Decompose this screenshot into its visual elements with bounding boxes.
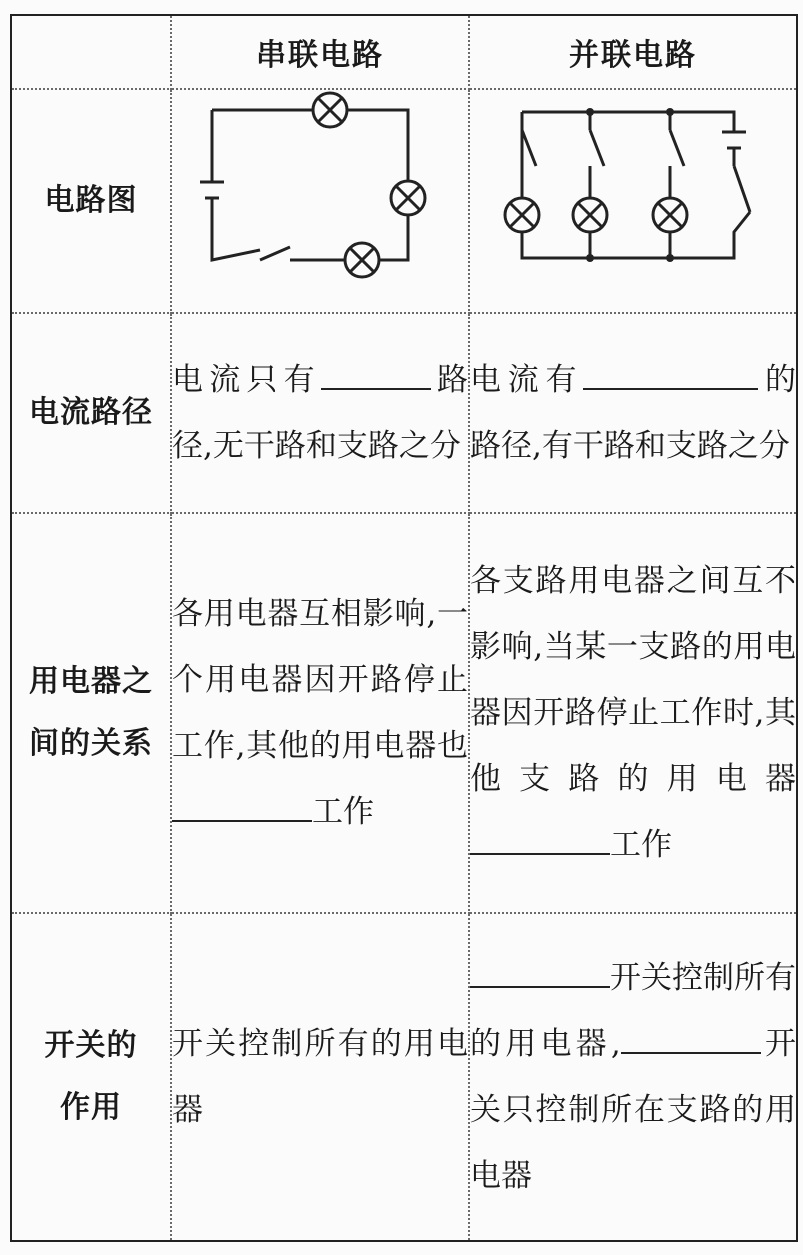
parallel-switch-blank-2[interactable] bbox=[621, 1020, 761, 1054]
lamp-icon bbox=[345, 243, 379, 277]
switch-label-line-2: 作用 bbox=[60, 1090, 122, 1125]
switch-label-line-1: 开关的 bbox=[44, 1028, 138, 1063]
series-switch-cell: 开关控制所有的用电器 bbox=[171, 913, 469, 1241]
series-current-path-text-1: 电流只有 bbox=[172, 362, 321, 398]
corner-cell bbox=[11, 15, 171, 89]
parallel-switch-text-1: 开关控制所有的用电器, bbox=[470, 960, 796, 1062]
series-current-path-text-2: 路径,无干路和支路之分 bbox=[172, 362, 469, 464]
switch-icon bbox=[260, 247, 290, 260]
lamp-icon bbox=[391, 181, 425, 215]
parallel-circuit-diagram bbox=[470, 90, 798, 308]
parallel-current-path-text-2: 的路径,有干路和支路之分 bbox=[470, 362, 796, 464]
parallel-circuit-header: 并联电路 bbox=[469, 15, 797, 89]
battery-icon bbox=[722, 132, 746, 148]
current-path-row bbox=[11, 313, 797, 513]
parallel-switch-text-2: 开关只控制所在支路的用电器 bbox=[470, 1026, 797, 1194]
series-circuit-diagram bbox=[172, 90, 470, 308]
switch-icon bbox=[522, 130, 536, 166]
parallel-relation-text-2: 工作 bbox=[610, 827, 672, 863]
switch-icon bbox=[670, 130, 684, 166]
relation-label-line-1: 用电器之 bbox=[29, 664, 153, 699]
circuit-comparison-table bbox=[10, 14, 798, 1242]
battery-icon bbox=[200, 182, 224, 198]
switch-icon bbox=[590, 130, 604, 166]
parallel-current-path-cell bbox=[469, 313, 797, 513]
current-path-label: 电流路径 bbox=[11, 313, 171, 513]
relation-label bbox=[11, 513, 171, 913]
switch-row bbox=[11, 913, 797, 1241]
relation-label-line-2: 间的关系 bbox=[29, 726, 153, 761]
parallel-switch-blank-1[interactable] bbox=[470, 954, 610, 988]
parallel-current-path-blank[interactable] bbox=[583, 356, 758, 390]
series-current-path-cell bbox=[171, 313, 469, 513]
series-circuit-header: 串联电路 bbox=[171, 15, 469, 89]
lamp-icon bbox=[313, 93, 347, 127]
lamp-icon bbox=[505, 198, 539, 232]
parallel-switch-cell bbox=[469, 913, 797, 1241]
relation-row bbox=[11, 513, 797, 913]
diagram-row bbox=[11, 89, 797, 313]
series-wires bbox=[212, 110, 408, 260]
lamp-icon bbox=[653, 198, 687, 232]
parallel-diagram-cell bbox=[469, 89, 797, 313]
switch-label bbox=[11, 913, 171, 1241]
series-current-path-blank[interactable] bbox=[321, 356, 431, 390]
series-relation-cell bbox=[171, 513, 469, 913]
series-diagram-cell bbox=[171, 89, 469, 313]
diagram-row-label: 电路图 bbox=[11, 89, 171, 313]
parallel-wires bbox=[522, 112, 750, 258]
parallel-relation-blank[interactable] bbox=[470, 821, 610, 855]
series-relation-text-2: 工作 bbox=[312, 794, 374, 830]
parallel-relation-cell bbox=[469, 513, 797, 913]
parallel-relation-text-1: 各支路用电器之间互不影响,当某一支路的用电器因开路停止工作时,其他支路的用电器 bbox=[470, 563, 796, 797]
parallel-current-path-text-1: 电流有 bbox=[470, 362, 584, 398]
series-relation-blank[interactable] bbox=[172, 788, 312, 822]
series-relation-text-1: 各用电器互相影响,一个用电器因开路停止工作,其他的用电器也 bbox=[172, 596, 468, 764]
switch-icon bbox=[734, 166, 750, 212]
header-row bbox=[11, 15, 797, 89]
node-dots bbox=[586, 108, 674, 262]
lamp-icon bbox=[573, 198, 607, 232]
